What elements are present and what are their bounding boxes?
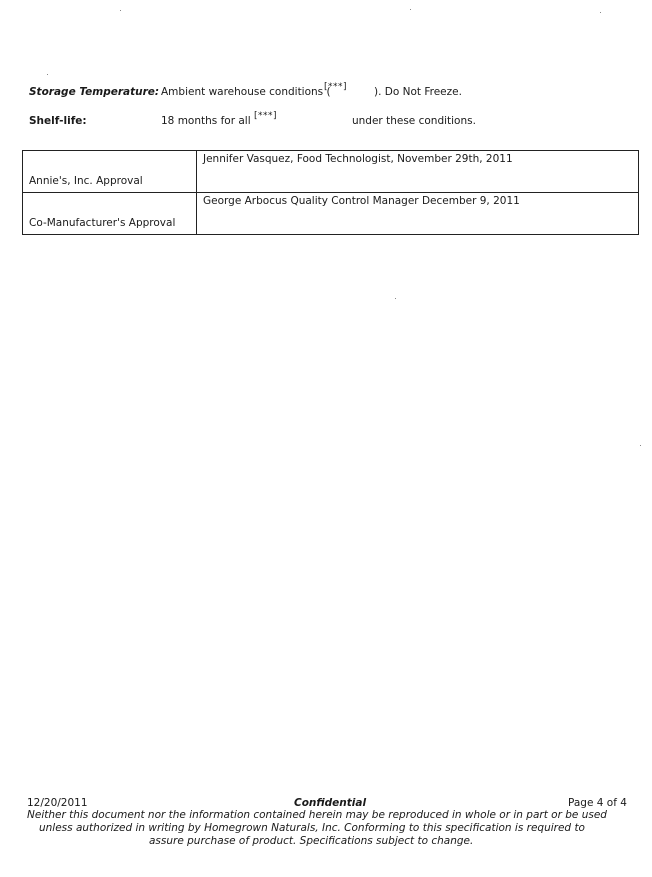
footer-notice-line: unless authorized in writing by Homegrown Naturals, Inc. Conforming to this specification is required to [39, 822, 585, 834]
scan-speck [395, 298, 396, 299]
scan-speck [640, 445, 641, 446]
table-row [23, 151, 639, 193]
scan-speck [600, 12, 601, 13]
shelf-life-label: Shelf-life: [29, 115, 87, 127]
approval-label: Annie's, Inc. Approval [29, 175, 143, 187]
footer-date: 12/20/2011 [27, 797, 88, 809]
footer-notice-line: Neither this document nor the information contained herein may be reproduced in whole or in part or be used [27, 809, 607, 821]
approval-label-cell [23, 151, 197, 193]
approval-label: Co-Manufacturer's Approval [29, 217, 176, 229]
approval-value: Jennifer Vasquez, Food Technologist, November 29th, 2011 [203, 153, 513, 165]
footer-confidential: Confidential [294, 797, 367, 809]
approval-label-cell [23, 193, 197, 235]
table-row [23, 193, 639, 235]
storage-redaction-mark: [***] [324, 82, 348, 92]
storage-temperature-suffix: ). Do Not Freeze. [374, 86, 462, 98]
scan-speck [120, 10, 121, 11]
scan-speck [410, 9, 411, 10]
approval-value-cell [197, 193, 639, 235]
approval-value-cell [197, 151, 639, 193]
shelf-life-suffix: under these conditions. [352, 115, 476, 127]
shelf-life-value: 18 months for all [161, 115, 251, 127]
footer-notice-line: assure purchase of product. Specifications subject to change. [149, 835, 474, 847]
scan-speck [47, 74, 48, 75]
storage-temperature-value: Ambient warehouse conditions ( [161, 86, 331, 98]
footer-page-number: Page 4 of 4 [568, 797, 627, 809]
approval-table [22, 150, 639, 235]
approval-value: George Arbocus Quality Control Manager December 9, 2011 [203, 195, 520, 207]
storage-temperature-label: Storage Temperature: [29, 86, 160, 98]
shelf-life-redaction-mark: [***] [254, 111, 278, 121]
